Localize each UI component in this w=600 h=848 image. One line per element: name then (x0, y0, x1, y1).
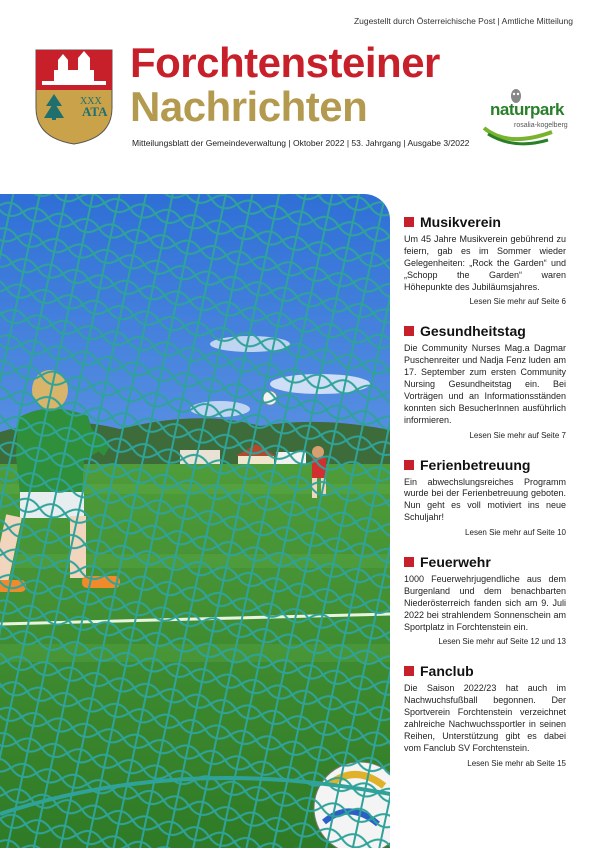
read-more-link[interactable]: Lesen Sie mehr auf Seite 12 und 13 (438, 637, 566, 647)
naturpark-wordmark: naturpark (490, 100, 564, 119)
article-teaser-musikverein[interactable] (404, 214, 566, 306)
svg-text:ATA: ATA (82, 104, 108, 119)
read-more-link[interactable]: Lesen Sie mehr auf Seite 10 (465, 528, 566, 537)
article-text: 1000 Feuerwehrjugendliche aus dem Burgenland und dem benachbarten Niederösterreich fanden sich am 9. Juli 2022 bei strahlendem Sonnenschein am Sportplatz in Forchtenstein ein. (404, 574, 566, 632)
article-teaser-feuerwehr[interactable] (404, 554, 566, 646)
read-more-link[interactable]: Lesen Sie mehr ab Seite 15 (467, 758, 566, 768)
article-heading: Ferienbetreuung (404, 457, 566, 473)
naturpark-subtitle: rosalia-kogelberg (514, 122, 568, 129)
distribution-note: Zugestellt durch Österreichische Post | Amtliche Mitteilung (353, 16, 573, 26)
teaser-sidebar (404, 214, 566, 785)
article-text: Ein abwechslungsreiches Programm wurde bei der Ferienbetreuung geboten. Nun geht es voll motiviert ins neue Schuljahr! (404, 476, 566, 523)
article-teaser-fanclub[interactable] (404, 663, 566, 767)
article-text: Die Community Nurses Mag.a Dagmar Puschenreiter und Nadja Fenz luden am 17. September zum ersten Community Nursing Gesundheitstag ein. Bei Vorträgen und an Informationsständen konnten sich BesucherInnen ausführlich informieren. (404, 343, 566, 425)
svg-text:XXX: XXX (80, 96, 102, 107)
red-square-icon (404, 326, 414, 336)
article-text: Die Saison 2022/23 hat auch im Nachwuchsfußball begonnen. Der Sportverein Forchtenstein verzeichnet zahlreiche Nachwuchssportler in seinen Reihen, Unterstützung gibt es dabei vom Fanclub SV Forchtenstein. (404, 683, 566, 753)
article-heading: Fanclub (404, 663, 566, 679)
read-more-link[interactable]: Lesen Sie mehr auf Seite 6 (469, 297, 566, 307)
article-heading: Feuerwehr (404, 554, 566, 570)
red-square-icon (404, 460, 414, 470)
masthead-title-line1: Forchtensteiner (130, 39, 440, 86)
article-text: Um 45 Jahre Musikverein gebührend zu feiern, gab es im Sommer wieder Gelegenheiten: „Rock the Garden“ und „Schopp the Garden“ waren Höhepunkte des Jubiläumsjahres. (404, 234, 566, 292)
cover-photo-illustration (0, 194, 390, 848)
article-teaser-gesundheitstag[interactable] (404, 323, 566, 439)
cover-photo (0, 194, 390, 848)
masthead-subline: Mitteilungsblatt der Gemeindeverwaltung | Oktober 2022 | 53. Jahrgang | Ausgabe 3/2022 (132, 138, 470, 148)
article-teaser-ferienbetreuung[interactable] (404, 457, 566, 538)
red-square-icon (404, 217, 414, 227)
red-square-icon (404, 666, 414, 676)
red-square-icon (404, 557, 414, 567)
masthead-title-line2: Nachrichten (130, 83, 368, 130)
article-heading: Musikverein (404, 214, 566, 230)
article-heading: Gesundheitstag (404, 323, 566, 339)
read-more-link[interactable]: Lesen Sie mehr auf Seite 7 (469, 430, 566, 440)
coat-of-arms-logo (34, 48, 114, 146)
